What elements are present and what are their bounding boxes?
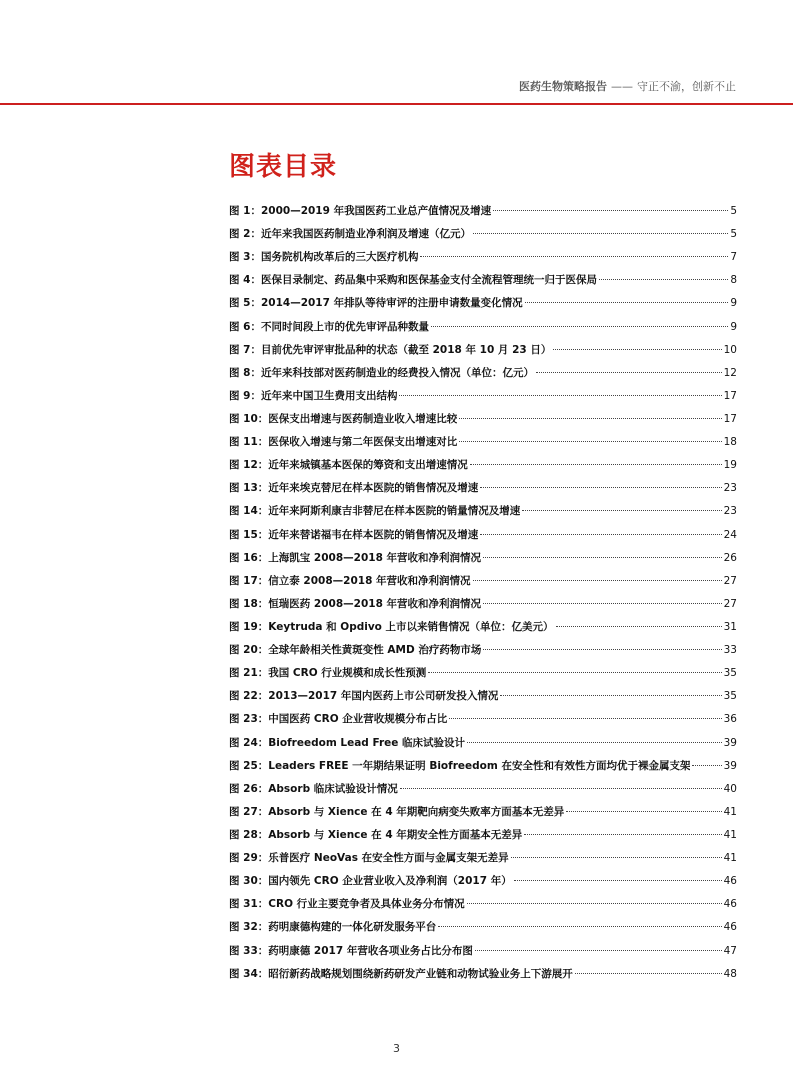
toc-entry-title: 昭衍新药战略规划围绕新药研发产业链和动物试验业务上下游展开: [268, 967, 573, 980]
toc-entry-title: 乐普医疗 NeoVas 在安全性方面与金属支架无差异: [268, 852, 509, 865]
toc-entry-label: 图 24：: [229, 736, 269, 749]
toc-entry-page: 35: [723, 690, 737, 703]
toc-entry-title: Biofreedom Lead Free 临床试验设计: [268, 736, 466, 749]
toc-entry-label: 图 16：: [229, 551, 269, 564]
toc-entry-page: 19: [723, 459, 737, 472]
page-number: 3: [393, 1042, 400, 1055]
toc-leader-dots: [467, 742, 722, 743]
toc-entry-label: 图 29：: [229, 852, 269, 865]
toc-entry[interactable]: [229, 616, 737, 639]
toc-leader-dots: [524, 834, 721, 835]
toc-entry-label: 图 8：: [229, 366, 261, 379]
toc-leader-dots: [692, 765, 721, 766]
toc-entry-label: 图 2：: [229, 228, 261, 241]
table-of-figures: [229, 200, 737, 986]
toc-leader-dots: [556, 626, 722, 627]
toc-entry-label: 图 9：: [229, 389, 261, 402]
toc-leader-dots: [553, 349, 721, 350]
toc-entry-title: Absorb 与 Xience 在 4 年期安全性方面基本无差异: [268, 828, 523, 841]
toc-entry-title: 上海凯宝 2008—2018 年营收和净利润情况: [268, 551, 482, 564]
toc-entry-title: 药明康德构建的一体化研发服务平台: [268, 921, 437, 934]
toc-entry-title: 2013—2017 年国内医药上市公司研发投入情况: [268, 690, 499, 703]
toc-entry-title: 医保支出增速与医药制造业收入增速比较: [268, 412, 458, 425]
toc-entry-title: 医保收入增速与第二年医保支出增速对比: [268, 436, 458, 449]
toc-entry-label: 图 10：: [229, 412, 269, 425]
toc-entry-label: 图 11：: [229, 436, 269, 449]
toc-leader-dots: [511, 857, 722, 858]
toc-entry-label: 图 13：: [229, 482, 269, 495]
toc-entry-page: 41: [723, 828, 737, 841]
toc-entry-page: 40: [723, 782, 737, 795]
toc-entry-title: 医保目录制定、药品集中采购和医保基金支付全流程管理统一归于医保局: [260, 274, 597, 287]
toc-entry-page: 39: [723, 759, 737, 772]
toc-entry-label: 图 31：: [229, 898, 269, 911]
toc-leader-dots: [459, 418, 721, 419]
toc-leader-dots: [480, 534, 721, 535]
toc-entry-page: 46: [723, 875, 737, 888]
report-slogan: 守正不渝，创新不止: [637, 80, 736, 93]
toc-leader-dots: [525, 302, 729, 303]
toc-entry-page: 41: [723, 805, 737, 818]
toc-entry-title: CRO 行业主要竞争者及具体业务分布情况: [268, 898, 465, 911]
toc-entry[interactable]: [229, 362, 737, 385]
toc-entry-title: 信立泰 2008—2018 年营收和净利润情况: [268, 574, 471, 587]
toc-entry-page: 18: [723, 436, 737, 449]
toc-entry-label: 图 30：: [229, 875, 269, 888]
toc-entry[interactable]: [229, 639, 737, 662]
toc-entry[interactable]: [229, 847, 737, 870]
toc-entry-title: 中国医药 CRO 企业营收规模分布占比: [268, 713, 448, 726]
toc-entry-title: 不同时间段上市的优先审评品种数量: [260, 320, 429, 333]
toc-leader-dots: [399, 395, 721, 396]
toc-entry-page: 5: [730, 205, 737, 217]
toc-entry[interactable]: [229, 547, 737, 570]
toc-entry-page: 23: [723, 482, 737, 495]
toc-entry-page: 8: [730, 274, 737, 287]
toc-entry-label: 图 33：: [229, 944, 269, 957]
toc-entry[interactable]: [229, 593, 737, 616]
toc-leader-dots: [500, 695, 721, 696]
toc-leader-dots: [473, 580, 722, 581]
toc-entry[interactable]: [229, 200, 737, 223]
toc-entry-label: 图 32：: [229, 921, 269, 934]
toc-entry[interactable]: [229, 708, 737, 731]
toc-leader-dots: [473, 233, 728, 234]
toc-leader-dots: [483, 557, 722, 558]
toc-entry-label: 图 1：: [229, 205, 261, 217]
toc-entry-label: 图 15：: [229, 528, 269, 541]
toc-entry-page: 24: [723, 528, 737, 541]
toc-entry[interactable]: [229, 570, 737, 593]
toc-leader-dots: [536, 372, 722, 373]
toc-entry-page: 47: [723, 944, 737, 957]
toc-leader-dots: [420, 256, 728, 257]
toc-leader-dots: [459, 441, 721, 442]
toc-entry-label: 图 7：: [229, 343, 261, 356]
toc-entry-page: 41: [723, 852, 737, 865]
toc-entry-page: 36: [723, 713, 737, 726]
toc-leader-dots: [400, 788, 722, 789]
toc-entry-page: 31: [723, 620, 737, 633]
header-rule: [0, 103, 793, 105]
toc-leader-dots: [449, 718, 721, 719]
toc-entry-page: 17: [723, 389, 737, 402]
header-separator: ——: [611, 80, 633, 93]
toc-leader-dots: [599, 279, 728, 280]
toc-entry[interactable]: [229, 801, 737, 824]
toc-entry-label: 图 19：: [229, 620, 269, 633]
toc-leader-dots: [480, 487, 721, 488]
toc-entry[interactable]: [229, 916, 737, 939]
toc-entry-title: 近年来我国医药制造业净利润及增速（亿元）: [260, 228, 471, 241]
report-title: 医药生物策略报告: [519, 80, 607, 93]
toc-entry-page: 35: [723, 667, 737, 680]
toc-entry[interactable]: [229, 269, 737, 292]
toc-entry[interactable]: [229, 662, 737, 685]
toc-entry-page: 5: [730, 228, 737, 241]
toc-entry-title: 近年来中国卫生费用支出结构: [260, 389, 398, 402]
toc-entry-page: 12: [723, 366, 737, 379]
toc-entry-title: 2014—2017 年排队等待审评的注册申请数量变化情况: [260, 297, 523, 310]
toc-entry-title: 全球年龄相关性黄斑变性 AMD 治疗药物市场: [268, 644, 482, 657]
toc-entry[interactable]: [229, 431, 737, 454]
toc-entry[interactable]: [229, 246, 737, 269]
toc-entry-page: 27: [723, 574, 737, 587]
toc-entry-label: 图 27：: [229, 805, 269, 818]
toc-entry[interactable]: [229, 963, 737, 986]
toc-entry[interactable]: [229, 940, 737, 963]
toc-entry-page: 17: [723, 412, 737, 425]
page-header: [519, 78, 736, 94]
toc-leader-dots: [522, 510, 721, 511]
toc-entry[interactable]: [229, 408, 737, 431]
toc-entry-label: 图 18：: [229, 597, 269, 610]
toc-entry[interactable]: [229, 500, 737, 523]
toc-entry-page: 46: [723, 921, 737, 934]
toc-entry-title: 我国 CRO 行业规模和成长性预测: [268, 667, 427, 680]
toc-entry[interactable]: [229, 454, 737, 477]
toc-leader-dots: [575, 973, 722, 974]
toc-entry-label: 图 17：: [229, 574, 269, 587]
toc-entry[interactable]: [229, 316, 737, 339]
toc-entry-title: Absorb 与 Xience 在 4 年期靶向病变失败率方面基本无差异: [268, 805, 565, 818]
toc-leader-dots: [431, 326, 728, 327]
toc-entry-label: 图 3：: [229, 251, 261, 264]
toc-entry-title: Keytruda 和 Opdivo 上市以来销售情况（单位：亿美元）: [268, 620, 554, 633]
toc-entry-label: 图 26：: [229, 782, 269, 795]
toc-entry-page: 26: [723, 551, 737, 564]
toc-entry[interactable]: [229, 339, 737, 362]
toc-entry-title: 近年来阿斯利康吉非替尼在样本医院的销量情况及增速: [268, 505, 521, 518]
toc-leader-dots: [475, 950, 722, 951]
toc-leader-dots: [514, 880, 722, 881]
toc-leader-dots: [467, 903, 722, 904]
toc-entry-title: 恒瑞医药 2008—2018 年营收和净利润情况: [268, 597, 482, 610]
toc-entry-label: 图 23：: [229, 713, 269, 726]
toc-entry[interactable]: [229, 223, 737, 246]
toc-entry-title: 国务院机构改革后的三大医疗机构: [260, 251, 419, 264]
toc-entry-label: 图 28：: [229, 828, 269, 841]
toc-leader-dots: [428, 672, 721, 673]
toc-leader-dots: [483, 649, 721, 650]
toc-entry-label: 图 22：: [229, 690, 269, 703]
toc-entry[interactable]: [229, 477, 737, 500]
toc-entry-page: 9: [730, 297, 737, 310]
toc-entry-page: 27: [723, 597, 737, 610]
toc-leader-dots: [566, 811, 721, 812]
toc-entry-title: 国内领先 CRO 企业营业收入及净利润（2017 年）: [268, 875, 512, 888]
toc-entry[interactable]: [229, 870, 737, 893]
toc-entry[interactable]: [229, 893, 737, 916]
toc-entry-page: 46: [723, 898, 737, 911]
toc-entry-label: 图 4：: [229, 274, 261, 287]
toc-entry-page: 48: [723, 967, 737, 980]
toc-entry-page: 23: [723, 505, 737, 518]
toc-entry-page: 9: [730, 320, 737, 333]
toc-entry-title: Absorb 临床试验设计情况: [268, 782, 398, 795]
toc-entry-label: 图 21：: [229, 667, 269, 680]
toc-entry[interactable]: [229, 685, 737, 708]
toc-entry-page: 33: [723, 644, 737, 657]
toc-entry-title: 2000—2019 年我国医药工业总产值情况及增速: [260, 205, 492, 217]
page-title: 图表目录: [229, 152, 338, 182]
toc-entry-label: 图 34：: [229, 967, 269, 980]
toc-entry-label: 图 25：: [229, 759, 269, 772]
toc-entry-title: 药明康德 2017 年营收各项业务占比分布图: [268, 944, 473, 957]
toc-entry-page: 10: [723, 343, 737, 356]
toc-entry[interactable]: [229, 385, 737, 408]
toc-entry-title: 近年来城镇基本医保的筹资和支出增速情况: [268, 459, 468, 472]
toc-entry-label: 图 14：: [229, 505, 269, 518]
toc-entry-label: 图 12：: [229, 459, 269, 472]
toc-entry-label: 图 6：: [229, 320, 261, 333]
toc-entry[interactable]: [229, 292, 737, 315]
toc-leader-dots: [483, 603, 722, 604]
toc-entry[interactable]: [229, 778, 737, 801]
toc-entry-label: 图 20：: [229, 644, 269, 657]
toc-entry-page: 7: [730, 251, 737, 264]
toc-entry-title: Leaders FREE 一年期结果证明 Biofreedom 在安全性和有效性方面均优于裸金属支架: [268, 759, 691, 772]
toc-entry-page: 39: [723, 736, 737, 749]
toc-entry[interactable]: [229, 524, 737, 547]
toc-entry-title: 近年来科技部对医药制造业的经费投入情况（单位：亿元）: [260, 366, 534, 379]
toc-leader-dots: [438, 926, 721, 927]
toc-leader-dots: [493, 210, 728, 211]
toc-entry-title: 近年来替诺福韦在样本医院的销售情况及增速: [268, 528, 479, 541]
toc-leader-dots: [470, 464, 722, 465]
toc-entry-title: 目前优先审评审批品种的状态（截至 2018 年 10 月 23 日）: [260, 343, 552, 356]
toc-entry[interactable]: [229, 824, 737, 847]
toc-entry-label: 图 5：: [229, 297, 261, 310]
toc-entry[interactable]: [229, 732, 737, 755]
toc-entry[interactable]: [229, 755, 737, 778]
toc-entry-title: 近年来埃克替尼在样本医院的销售情况及增速: [268, 482, 479, 495]
